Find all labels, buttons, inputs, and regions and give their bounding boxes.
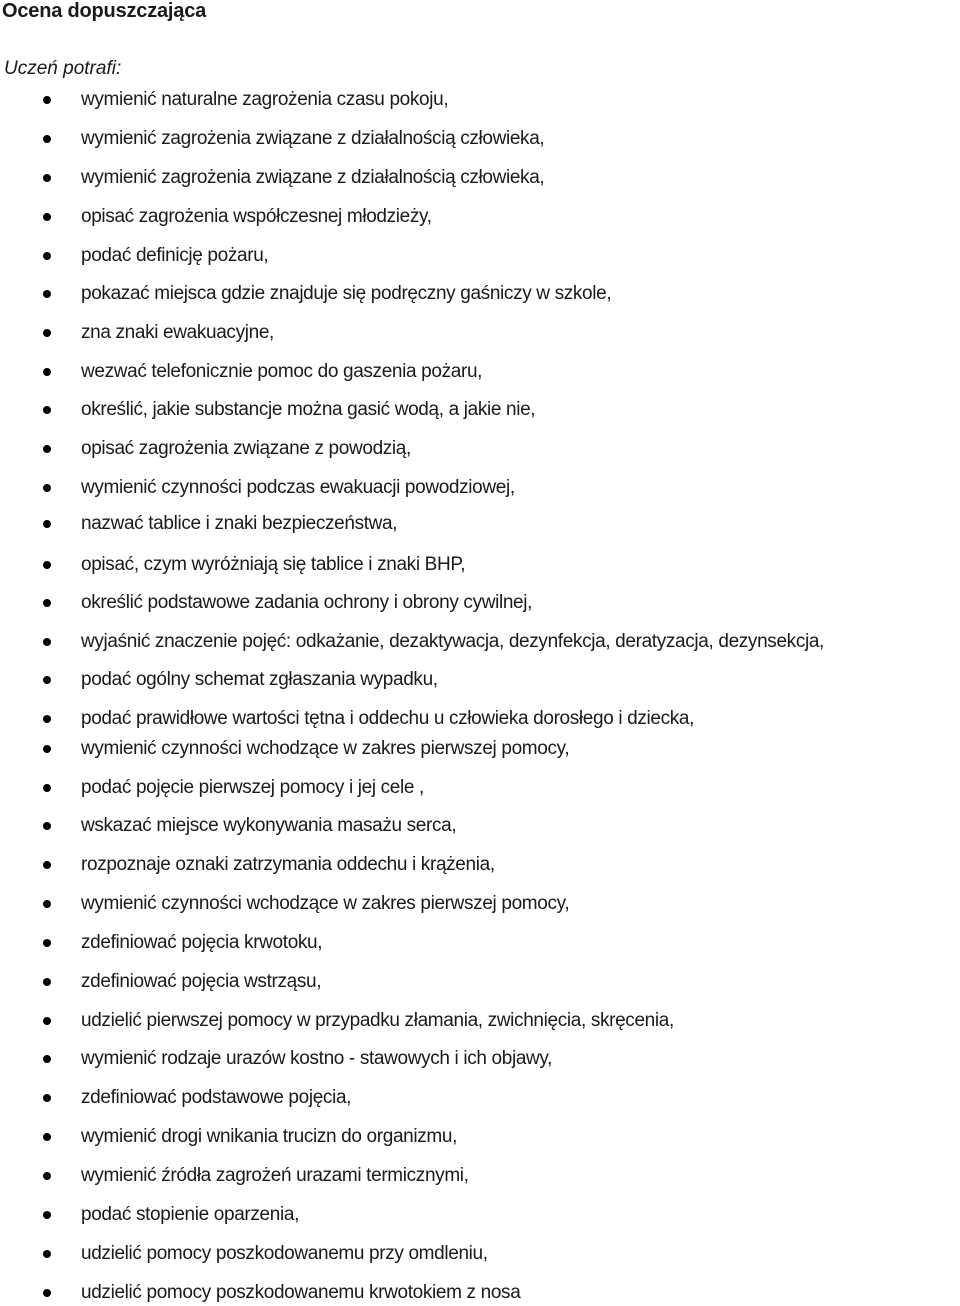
list-item-text: podać ogólny schemat zgłaszania wypadku,: [81, 669, 438, 690]
bullet-icon: [43, 978, 51, 986]
list-item: [0, 87, 960, 113]
bullet-icon: [43, 745, 51, 753]
list-item: [0, 511, 960, 537]
list-item-text: pokazać miejsca gdzie znajduje się podręczny gaśniczy w szkole,: [81, 283, 612, 304]
page-heading: Ocena dopuszczająca: [2, 0, 207, 22]
list-item-text: wymienić zagrożenia związane z działalnością człowieka,: [81, 167, 545, 188]
list-item-text: wymienić zagrożenia związane z działalnością człowieka,: [81, 128, 545, 149]
list-item: [0, 204, 960, 230]
bullet-icon: [43, 445, 51, 453]
bullet-icon: [43, 676, 51, 684]
bullet-icon: [43, 135, 51, 143]
list-item-text: wskazać miejsce wykonywania masażu serca,: [81, 815, 457, 836]
list-item-text: zna znaki ewakuacyjne,: [81, 322, 274, 343]
list-item: [0, 1280, 960, 1306]
list-item-text: udzielić pierwszej pomocy w przypadku złamania, zwichnięcia, skręcenia,: [81, 1010, 674, 1031]
bullet-icon: [43, 174, 51, 182]
list-item: [0, 891, 960, 917]
bullet-icon: [43, 784, 51, 792]
list-item-text: wymienić naturalne zagrożenia czasu pokoju,: [81, 89, 449, 110]
list-item: [0, 436, 960, 462]
list-item-text: opisać, czym wyróżniają się tablice i znaki BHP,: [81, 554, 466, 575]
bullet-icon: [43, 939, 51, 947]
list-item-text: podać stopienie oparzenia,: [81, 1204, 300, 1225]
list-item: [0, 165, 960, 191]
bullet-icon: [43, 561, 51, 569]
bullet-icon: [43, 96, 51, 104]
list-item: [0, 359, 960, 385]
list-item: [0, 126, 960, 152]
bullet-icon: [43, 1172, 51, 1180]
list-item-text: podać pojęcie pierwszej pomocy i jej cele ,: [81, 777, 424, 798]
bullet-icon: [43, 1133, 51, 1141]
bullet-icon: [43, 406, 51, 414]
list-item: [0, 969, 960, 995]
list-item-text: wymienić czynności wchodzące w zakres pierwszej pomocy,: [81, 738, 570, 759]
list-item-text: określić, jakie substancje można gasić wodą, a jakie nie,: [81, 399, 536, 420]
list-item-text: określić podstawowe zadania ochrony i obrony cywilnej,: [81, 592, 533, 613]
list-item: [0, 1046, 960, 1072]
list-item-text: wymienić źródła zagrożeń urazami termicznymi,: [81, 1165, 469, 1186]
list-item: [0, 930, 960, 956]
list-item: [0, 1124, 960, 1150]
bullet-icon: [43, 638, 51, 646]
bullet-icon: [43, 861, 51, 869]
list-item: [0, 397, 960, 423]
list-item-text: zdefiniować pojęcia wstrząsu,: [81, 971, 322, 992]
intro-text: Uczeń potrafi:: [4, 58, 122, 79]
list-item-text: nazwać tablice i znaki bezpieczeństwa,: [81, 513, 398, 534]
bullet-icon: [43, 290, 51, 298]
list-item: [0, 552, 960, 578]
bullet-icon: [43, 715, 51, 723]
list-item-text: opisać zagrożenia związane z powodzią,: [81, 438, 411, 459]
bullet-icon: [43, 1055, 51, 1063]
bullet-icon: [43, 1094, 51, 1102]
bullet-icon: [43, 520, 51, 528]
list-item-text: podać definicję pożaru,: [81, 245, 269, 266]
bullet-icon: [43, 213, 51, 221]
list-item: [0, 706, 960, 732]
bullet-icon: [43, 822, 51, 830]
list-item: [0, 281, 960, 307]
list-item-text: zdefiniować pojęcia krwotoku,: [81, 932, 323, 953]
list-item: [0, 1202, 960, 1228]
list-item: [0, 475, 960, 501]
bullet-icon: [43, 484, 51, 492]
bullet-icon: [43, 252, 51, 260]
list-item-text: udzielić pomocy poszkodowanemu krwotokiem z nosa: [81, 1282, 521, 1303]
bullet-icon: [43, 900, 51, 908]
bullet-icon: [43, 599, 51, 607]
list-item-text: podać prawidłowe wartości tętna i oddechu u człowieka dorosłego i dziecka,: [81, 708, 695, 729]
list-item: [0, 852, 960, 878]
bullet-icon: [43, 1017, 51, 1025]
list-item: [0, 320, 960, 346]
list-item: [0, 667, 960, 693]
list-item-text: wymienić czynności podczas ewakuacji powodziowej,: [81, 477, 515, 498]
bullet-icon: [43, 329, 51, 337]
list-item: [0, 1008, 960, 1034]
bullet-icon: [43, 368, 51, 376]
list-item: [0, 775, 960, 801]
list-item-text: wymienić drogi wnikania trucizn do organizmu,: [81, 1126, 458, 1147]
list-item-text: wyjaśnić znaczenie pojęć: odkażanie, dezaktywacja, dezynfekcja, deratyzacja, dezynsekcja,: [81, 631, 824, 652]
list-item-text: rozpoznaje oznaki zatrzymania oddechu i krążenia,: [81, 854, 495, 875]
list-item: [0, 1241, 960, 1267]
list-item-text: zdefiniować podstawowe pojęcia,: [81, 1087, 352, 1108]
list-item-text: wymienić rodzaje urazów kostno - stawowych i ich objawy,: [81, 1048, 553, 1069]
list-item: [0, 1163, 960, 1189]
list-item: [0, 736, 960, 762]
bullet-icon: [43, 1289, 51, 1297]
list-item-text: udzielić pomocy poszkodowanemu przy omdleniu,: [81, 1243, 488, 1264]
list-item: [0, 243, 960, 269]
list-item: [0, 590, 960, 616]
list-item-text: wezwać telefonicznie pomoc do gaszenia pożaru,: [81, 361, 483, 382]
list-item: [0, 813, 960, 839]
list-item: [0, 1085, 960, 1111]
bullet-icon: [43, 1250, 51, 1258]
bullet-icon: [43, 1211, 51, 1219]
list-item-text: wymienić czynności wchodzące w zakres pierwszej pomocy,: [81, 893, 570, 914]
list-item-text: opisać zagrożenia współczesnej młodzieży,: [81, 206, 432, 227]
list-item: [0, 629, 960, 655]
